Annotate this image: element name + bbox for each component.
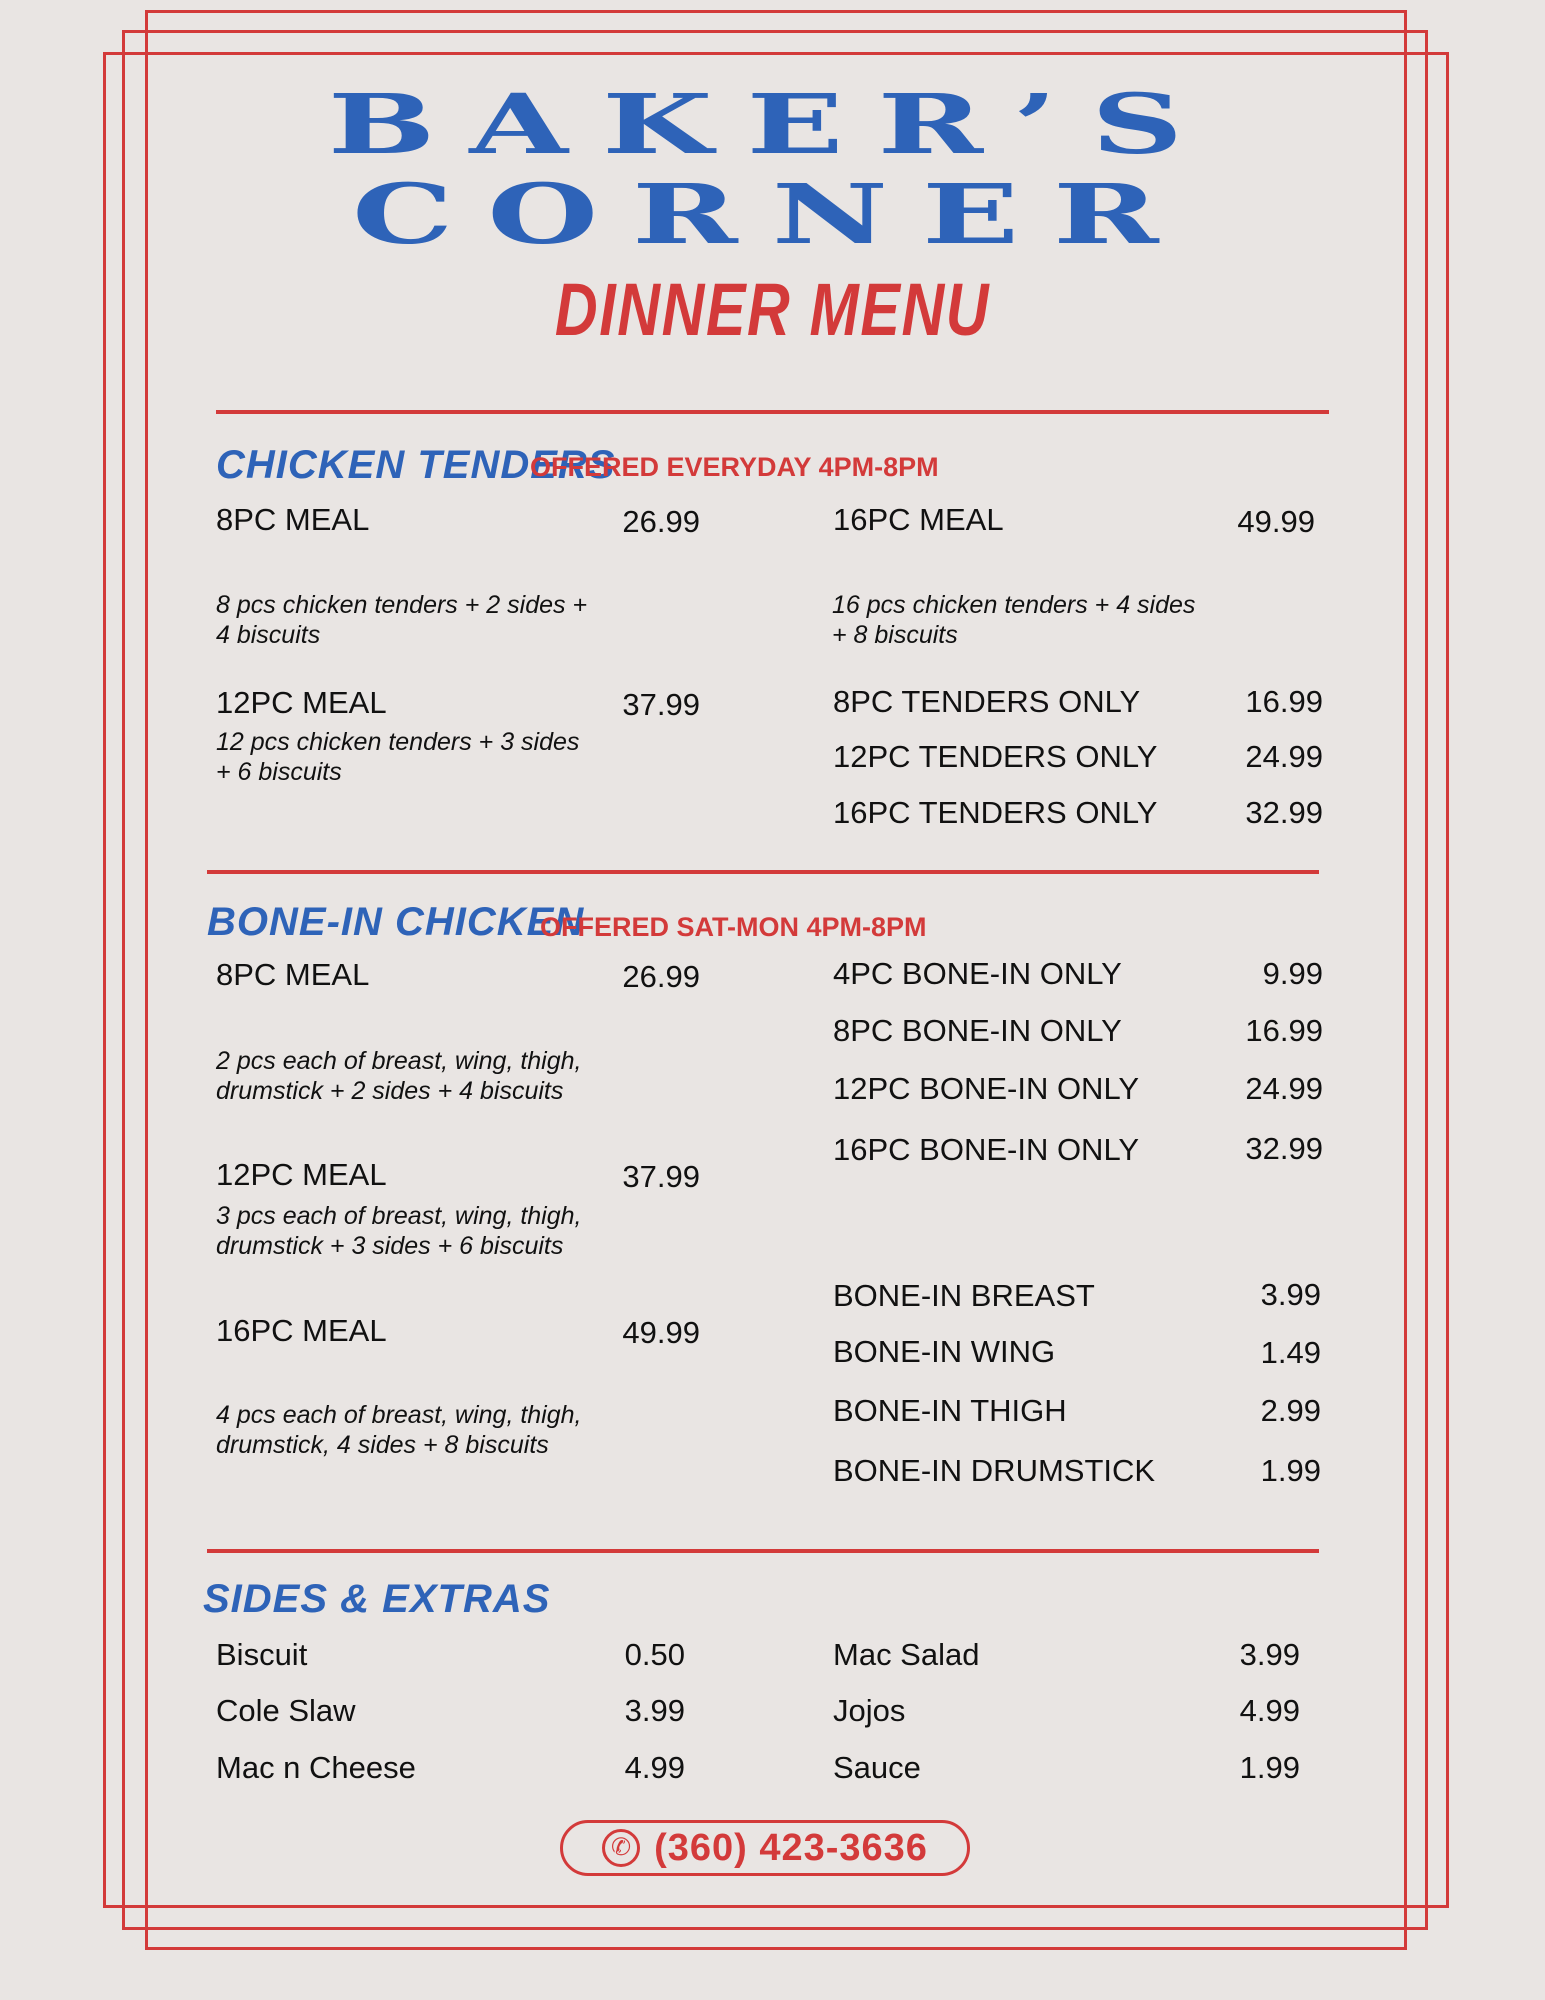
section-note-tenders: OFFERED EVERYDAY 4PM-8PM xyxy=(530,452,939,482)
menu-item-name: Cole Slaw xyxy=(216,1693,356,1728)
menu-item-name: Mac Salad xyxy=(833,1637,980,1672)
section-title-sides: SIDES & EXTRAS xyxy=(203,1577,551,1621)
menu-subtitle: DINNER MENU xyxy=(554,268,991,351)
menu-item-name: BONE-IN THIGH xyxy=(833,1393,1067,1428)
menu-item-name: BONE-IN WING xyxy=(833,1334,1056,1369)
phone-icon: ✆ xyxy=(602,1829,640,1867)
menu-item-price: 32.99 xyxy=(1245,795,1323,830)
menu-item-name: 12PC MEAL xyxy=(216,1157,387,1192)
menu-item-description: 2 pcs each of breast, wing, thigh, drumstick + 2 sides + 4 biscuits xyxy=(216,1047,582,1105)
menu-item-name: 16PC MEAL xyxy=(216,1313,387,1348)
menu-item-price: 26.99 xyxy=(622,959,700,994)
menu-item-name: 16PC BONE-IN ONLY xyxy=(833,1132,1140,1167)
menu-item-name: Mac n Cheese xyxy=(216,1750,416,1785)
menu-item-price: 1.99 xyxy=(1239,1750,1300,1785)
menu-item-price: 2.99 xyxy=(1260,1393,1321,1428)
phone-number[interactable]: (360) 423-3636 xyxy=(654,1827,928,1869)
divider-tenders xyxy=(207,870,1319,874)
menu-item-name: BONE-IN BREAST xyxy=(833,1278,1095,1313)
menu-item-price: 16.99 xyxy=(1245,1013,1323,1048)
menu-item-name: 16PC TENDERS ONLY xyxy=(833,795,1158,830)
section-title-bone-in: BONE-IN CHICKEN xyxy=(207,900,585,944)
menu-item-description: 8 pcs chicken tenders + 2 sides + 4 biscuits xyxy=(216,591,588,649)
menu-item-name: 12PC TENDERS ONLY xyxy=(833,739,1158,774)
menu-item-name: 12PC MEAL xyxy=(216,685,387,720)
menu-item-price: 49.99 xyxy=(1237,504,1315,539)
menu-item-name: 16PC MEAL xyxy=(833,502,1004,537)
menu-item-price: 3.99 xyxy=(624,1693,685,1728)
phone-contact[interactable] xyxy=(560,1820,970,1876)
menu-item-price: 9.99 xyxy=(1262,956,1323,991)
menu-item-description: 16 pcs chicken tenders + 4 sides + 8 biscuits xyxy=(832,591,1196,649)
menu-item-name: 4PC BONE-IN ONLY xyxy=(833,956,1122,991)
divider-bone-in xyxy=(207,1549,1319,1553)
menu-item-description: 4 pcs each of breast, wing, thigh, drumstick, 4 sides + 8 biscuits xyxy=(216,1401,582,1459)
menu-item-name: Sauce xyxy=(833,1750,921,1785)
menu-item-name: 8PC MEAL xyxy=(216,957,370,992)
menu-item-name: Jojos xyxy=(833,1693,906,1728)
menu-item-description: 12 pcs chicken tenders + 3 sides + 6 biscuits xyxy=(216,728,580,786)
section-title-tenders: CHICKEN TENDERS xyxy=(216,443,616,487)
menu-item-price: 32.99 xyxy=(1245,1131,1323,1166)
menu-item-price: 4.99 xyxy=(624,1750,685,1785)
menu-item-price: 0.50 xyxy=(624,1637,685,1672)
menu-item-name: BONE-IN DRUMSTICK xyxy=(833,1453,1156,1488)
menu-item-price: 1.49 xyxy=(1260,1335,1321,1370)
brand-title-line1: BAKER’S xyxy=(327,77,1218,173)
menu-item-name: 12PC BONE-IN ONLY xyxy=(833,1071,1140,1106)
menu-item-price: 24.99 xyxy=(1245,1071,1323,1106)
menu-item-name: Biscuit xyxy=(216,1637,308,1672)
divider-top xyxy=(216,410,1329,414)
menu-item-price: 4.99 xyxy=(1239,1693,1300,1728)
menu-item-price: 24.99 xyxy=(1245,739,1323,774)
menu-item-price: 49.99 xyxy=(622,1315,700,1350)
menu-item-price: 16.99 xyxy=(1245,684,1323,719)
menu-item-name: 8PC MEAL xyxy=(216,502,370,537)
menu-item-description: 3 pcs each of breast, wing, thigh, drumstick + 3 sides + 6 biscuits xyxy=(216,1202,582,1260)
menu-item-name: 8PC BONE-IN ONLY xyxy=(833,1013,1122,1048)
menu-item-price: 37.99 xyxy=(622,1159,700,1194)
menu-item-name: 8PC TENDERS ONLY xyxy=(833,684,1141,719)
menu-item-price: 3.99 xyxy=(1239,1637,1300,1672)
section-note-bone-in: OFFERED SAT-MON 4PM-8PM xyxy=(540,912,927,942)
brand-title-line2: CORNER xyxy=(352,167,1193,263)
menu-item-price: 37.99 xyxy=(622,687,700,722)
menu-item-price: 26.99 xyxy=(622,504,700,539)
menu-item-price: 3.99 xyxy=(1260,1277,1321,1312)
menu-item-price: 1.99 xyxy=(1260,1453,1321,1488)
